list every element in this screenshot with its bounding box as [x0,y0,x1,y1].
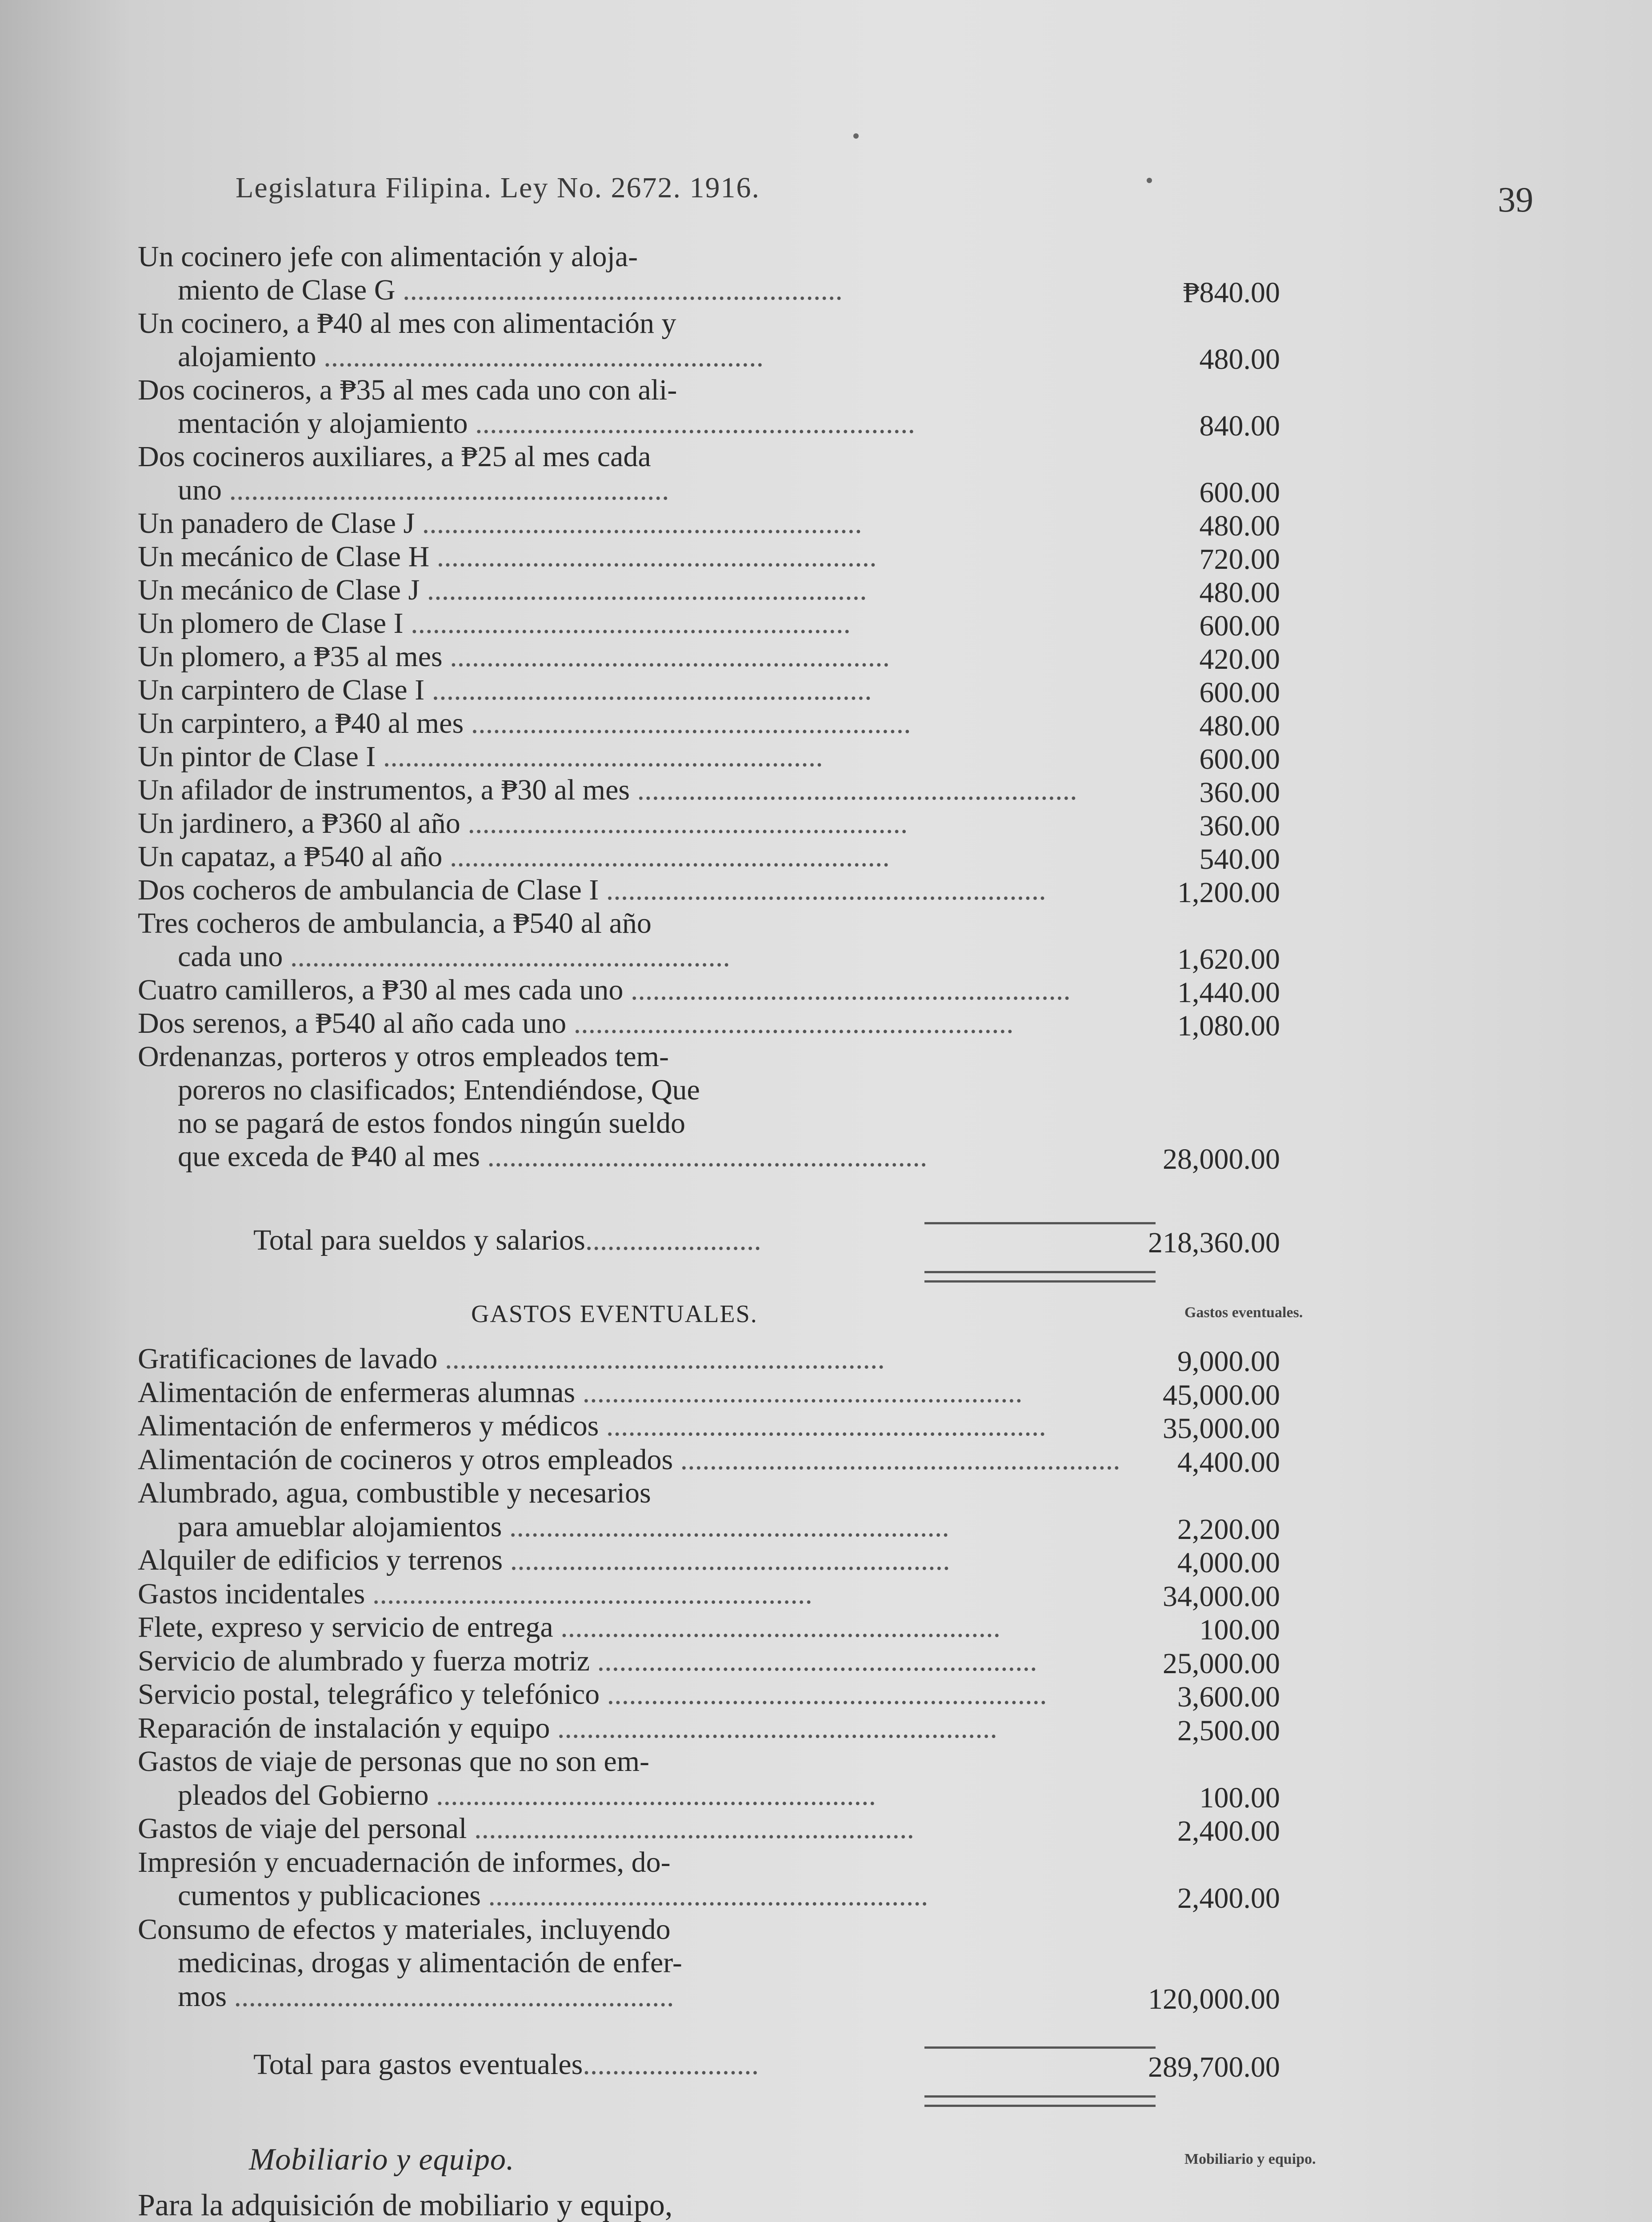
line-item-text: Dos serenos, a ₱540 al año cada uno [138,1007,567,1039]
mobiliario-section-title: Mobiliario y equipo. [249,2142,515,2177]
line-item-amount: 100.00 [1199,1614,1280,1646]
gastos-total-double-rule [924,2095,1156,2107]
line-item-text: Gastos incidentales [138,1577,365,1610]
page-number: 39 [1498,180,1533,220]
line-item-text: Dos cocineros auxiliares, a ₱25 al mes cada [138,440,651,473]
line-item-amount: 600.00 [1199,610,1280,642]
line-item-amount: 9,000.00 [1177,1345,1280,1378]
line-item: Alumbrado, agua, combustible y necesarios para amueblar alojamientos ............................................................ 2,200.00 [138,1477,1280,1546]
line-item-text: Flete, expreso y servicio de entrega [138,1611,553,1643]
line-item-text: Ordenanzas, porteros y otros empleados tem- [138,1040,669,1073]
line-item-text: Cuatro camilleros, a ₱30 al mes cada uno [138,974,624,1006]
gastos-total-row: Total para gastos eventuales........................ 289,700.00 [253,2048,1280,2083]
line-item-text: Dos cocineros, a ₱35 al mes cada uno con ali- [138,374,677,406]
line-item-text: Un pintor de Clase I [138,740,376,773]
line-item-text: Alimentación de cocineros y otros empleados [138,1443,673,1476]
line-item: Un capataz, a ₱540 al año ............................................................ 540.00 [138,840,1280,875]
line-item-text: Servicio de alumbrado y fuerza motriz [138,1644,590,1677]
line-item: Un plomero, a ₱35 al mes ............................................................ 420.00 [138,640,1280,675]
line-item-amount: 480.00 [1199,576,1280,609]
line-item-text: Alimentación de enfermeras alumnas [138,1376,576,1409]
gastos-side-note: Gastos eventuales. [1184,1304,1303,1321]
line-item: Gastos incidentales ............................................................ 34,000.00 [138,1577,1280,1613]
salaries-total-amount: 218,360.00 [1148,1227,1280,1259]
line-item: Ordenanzas, porteros y otros empleados tem- poreros no clasificados; Entendiéndose, Que no se pagará de estos fondos ningún sueldo que exceda de ₱40 al mes ............................................................ 28,000.00 [138,1040,1280,1175]
line-item: Alimentación de enfermeras alumnas ............................................................ 45,000.00 [138,1376,1280,1411]
gastos-total-amount: 289,700.00 [1148,2051,1280,2083]
line-item: Servicio de alumbrado y fuerza motriz ............................................................ 25,000.00 [138,1644,1280,1680]
line-item-text: Consumo de efectos y materiales, incluyendo [138,1913,671,1946]
line-item-text: Tres cocheros de ambulancia, a ₱540 al año [138,907,652,939]
mobiliario-side-note: Mobiliario y equipo. [1184,2151,1316,2167]
running-header: Legislatura Filipina. Ley No. 2672. 1916. [236,172,760,204]
line-item: Consumo de efectos y materiales, incluyendo medicinas, drogas y alimentación de enfer- mos ............................................................ 120,000.00 [138,1913,1280,2015]
line-item-text: uno [178,474,222,506]
line-item: Un cocinero jefe con alimentación y aloja- miento de Clase G ............................................................ ₱840.00 [138,240,1280,309]
line-item: Tres cocheros de ambulancia, a ₱540 al año cada uno ............................................................ 1,620.00 [138,907,1280,975]
line-item: Un panadero de Clase J ............................................................ 480.00 [138,507,1280,542]
line-item: Impresión y encuadernación de informes, do- cumentos y publicaciones ............................................................ 2,400.00 [138,1846,1280,1914]
print-speck [1147,178,1152,183]
salaries-total-double-rule [924,1271,1156,1283]
line-item-text: poreros no clasificados; Entendiéndose, Que [178,1074,700,1106]
salaries-total-row: Total para sueldos y salarios........................ 218,360.00 [253,1224,1280,1259]
line-item-amount: 600.00 [1199,476,1280,509]
line-item-text: Un plomero, a ₱35 al mes [138,640,443,673]
line-item-amount: 1,620.00 [1177,943,1280,975]
line-item-text: Impresión y encuadernación de informes, do- [138,1846,671,1878]
line-item-amount: 3,600.00 [1177,1681,1280,1713]
line-item: Flete, expreso y servicio de entrega ............................................................ 100.00 [138,1611,1280,1646]
line-item-text: Gratificaciones de lavado [138,1343,438,1375]
line-item-amount: 360.00 [1199,776,1280,809]
line-item-amount: 1,440.00 [1177,976,1280,1009]
line-item-amount: 480.00 [1199,510,1280,542]
line-item: Un pintor de Clase I ............................................................ 600.00 [138,740,1280,775]
line-item-amount: 600.00 [1199,743,1280,775]
line-item-amount: 480.00 [1199,710,1280,742]
line-item: Un jardinero, a ₱360 al año ............................................................ 360.00 [138,807,1280,842]
line-item-amount: 2,500.00 [1177,1714,1280,1747]
line-item-text: Dos cocheros de ambulancia de Clase I [138,874,599,906]
line-item-text: Alimentación de enfermeros y médicos [138,1410,599,1442]
gastos-section-title: GASTOS EVENTUALES. [471,1300,758,1328]
line-item: Un plomero de Clase I ............................................................ 600.00 [138,607,1280,642]
print-speck [853,133,859,139]
line-item: Un mecánico de Clase H ............................................................ 720.00 [138,540,1280,575]
line-item: Un carpintero de Clase I ............................................................ 600.00 [138,674,1280,709]
line-item-text: para amueblar alojamientos [178,1510,502,1543]
line-item-amount: 420.00 [1199,643,1280,675]
line-item-text: que exceda de ₱40 al mes [178,1140,480,1173]
line-item-amount: 25,000.00 [1163,1647,1280,1680]
line-item: Alquiler de edificios y terrenos ............................................................ 4,000.00 [138,1544,1280,1579]
line-item: Alimentación de cocineros y otros empleados ............................................................ 4,400.00 [138,1443,1280,1479]
line-item-text: no se pagará de estos fondos ningún sueldo [178,1107,685,1139]
line-item-text: Un jardinero, a ₱360 al año [138,807,460,839]
gastos-total-label: Total para gastos eventuales [253,2048,583,2081]
line-item-text: Un panadero de Clase J [138,507,415,540]
line-item-amount: 28,000.00 [1163,1143,1280,1175]
line-item-amount: 1,200.00 [1177,876,1280,909]
line-item-text: Gastos de viaje de personas que no son em- [138,1745,650,1778]
line-item-text: mos [178,1980,227,2013]
line-item-text: Un afilador de instrumentos, a ₱30 al mes [138,774,630,806]
line-item: Dos cocineros auxiliares, a ₱25 al mes cada uno ............................................................ 600.00 [138,440,1280,509]
line-item-text: Un capataz, a ₱540 al año [138,840,443,873]
line-item: Dos serenos, a ₱540 al año cada uno ............................................................ 1,080.00 [138,1007,1280,1042]
line-item-text: Alumbrado, agua, combustible y necesarios [138,1477,651,1509]
line-item-text: miento de Clase G [178,274,396,306]
line-item-amount: 2,400.00 [1177,1882,1280,1914]
line-item-text: Alquiler de edificios y terrenos [138,1544,503,1576]
line-item: Reparación de instalación y equipo ............................................................ 2,500.00 [138,1711,1280,1747]
line-item-text: Gastos de viaje del personal [138,1812,467,1845]
line-item-amount: 4,000.00 [1177,1547,1280,1579]
line-item-text: Un carpintero, a ₱40 al mes [138,707,464,739]
line-item-amount: 1,080.00 [1177,1010,1280,1042]
mobiliario-paragraph [138,2186,929,2222]
line-item-amount: ₱840.00 [1183,276,1280,309]
line-item-amount: 360.00 [1199,810,1280,842]
line-item-amount: 120,000.00 [1148,1982,1280,2015]
line-item-amount: 2,200.00 [1177,1513,1280,1546]
line-item-amount: 34,000.00 [1163,1580,1280,1613]
line-item-text: medicinas, drogas y alimentación de enfer- [178,1946,682,1979]
line-item-amount: 540.00 [1199,843,1280,875]
line-item-text: Servicio postal, telegráfico y telefónico [138,1678,600,1710]
salaries-total-label: Total para sueldos y salarios [253,1224,585,1256]
line-item-text: alojamiento [178,340,316,373]
line-item-amount: 2,400.00 [1177,1815,1280,1847]
line-item-text: mentación y alojamiento [178,407,468,440]
line-item: Gratificaciones de lavado ............................................................ 9,000.00 [138,1343,1280,1378]
line-item-text: cumentos y publicaciones [178,1879,481,1912]
line-item: Cuatro camilleros, a ₱30 al mes cada uno ............................................................ 1,440.00 [138,974,1280,1009]
line-item: Dos cocineros, a ₱35 al mes cada uno con ali- mentación y alojamiento ............................................................ 840.00 [138,374,1280,442]
line-item-text: Un cocinero, a ₱40 al mes con alimentación y [138,307,676,340]
line-item: Un carpintero, a ₱40 al mes ............................................................ 480.00 [138,707,1280,742]
paragraph-line: Para la adquisición de mobiliario y equipo, [138,2188,673,2222]
line-item: Alimentación de enfermeros y médicos ............................................................ 35,000.00 [138,1410,1280,1445]
line-item-amount: 480.00 [1199,343,1280,376]
line-item-amount: 100.00 [1199,1781,1280,1814]
line-item-amount: 600.00 [1199,676,1280,709]
line-item-text: Un mecánico de Clase H [138,540,430,573]
line-item-text: Reparación de instalación y equipo [138,1711,550,1744]
line-item: Dos cocheros de ambulancia de Clase I ............................................................ 1,200.00 [138,874,1280,909]
line-item-amount: 840.00 [1199,410,1280,442]
line-item: Un afilador de instrumentos, a ₱30 al mes ............................................................ 360.00 [138,774,1280,809]
line-item-amount: 4,400.00 [1177,1446,1280,1479]
line-item: Un cocinero, a ₱40 al mes con alimentación y alojamiento ............................................................ 480.00 [138,307,1280,376]
line-item-amount: 720.00 [1199,543,1280,575]
line-item: Gastos de viaje del personal ............................................................ 2,400.00 [138,1812,1280,1847]
line-item-amount: 45,000.00 [1163,1379,1280,1411]
line-item: Servicio postal, telegráfico y telefónico ............................................................ 3,600.00 [138,1678,1280,1713]
line-item: Gastos de viaje de personas que no son em- pleados del Gobierno ............................................................ 100.00 [138,1745,1280,1814]
line-item-text: Un carpintero de Clase I [138,674,425,706]
line-item-text: cada uno [178,940,283,973]
line-item-text: pleados del Gobierno [178,1778,429,1811]
line-item: Un mecánico de Clase J ............................................................ 480.00 [138,574,1280,609]
line-item-text: Un cocinero jefe con alimentación y aloja- [138,240,638,273]
line-item-text: Un mecánico de Clase J [138,574,420,606]
line-item-text: Un plomero de Clase I [138,607,404,639]
line-item-amount: 35,000.00 [1163,1412,1280,1445]
